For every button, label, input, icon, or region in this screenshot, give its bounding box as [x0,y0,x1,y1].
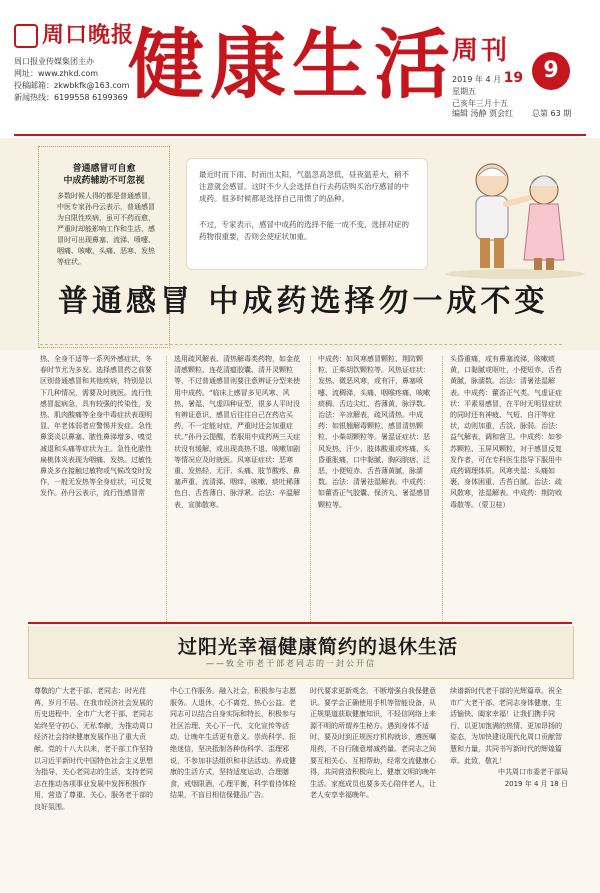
issue-day: 19 [503,70,524,86]
sidebar-title-line: 普通感冒可自愈 [72,164,136,174]
weekly-label: 周刊 [452,36,511,66]
letter-text: 尊敬的广大老干部、老同志：时光荏苒，岁月不居。在我市经济社会发展的历史进程中，全市广大老干部、老同志始终坚守初心、无私奉献，为推动周口经济社会持续健康发展作出了重大贡献。党的十八大以来，老干部工作坚持以习近平新时代中国特色社会主义思想为指导，关心老同志的生活，支持老同志在推动各项事业发展中发挥积极作用，营造了尊重、关心、服务老干部的良好氛围。 [34,687,153,811]
masthead-divider [14,134,586,136]
info-line: 网址：www.zhkd.com [14,69,99,78]
sidebar-title [59,163,149,187]
section-title: 健康生活 [128,20,456,109]
column-text: 热、全身不适等一系列外感症状，冬春时节尤为多发。选择感冒药之前要区别普通感冒和其他疾病，特别是以下几种情况，需要及时就医。流行性感冒起病急，具有较强的传染性，发热、肌肉酸痛等全身中毒症状表现明显，年老体弱者应警惕并发症。急性鼻窦炎以鼻塞、脓性鼻涕增多、嗅觉减退和头痛等症状为主。急性化脓性扁桃体炎表现为咽痛、发热。过敏性鼻炎多在接触过敏物或气候改变时发作，一般无发热等全身症状，可反复发作。孙丹云表示，流行性感冒常 [40,355,152,498]
column-text: 中成药：如风寒感冒颗粒、荆防颗粒、正柴胡饮颗粒等。风热证症状：发热、微恶风寒，或有汗，鼻塞喷嚏、流稠涕，头痛、咽喉疼痛、咳嗽痰稠、舌边尖红、苔薄黄，脉浮数。治法：辛凉解表，疏风清热。中成药：如银翘解毒颗粒、感冒清热颗粒、小柴胡颗粒等。暑湿证症状：恶风发热，汗少、肢体酸重或疼痛、头昏重胀痛，口中黏腻、胸闷脘痞、泛恶，小便短赤、舌苔薄黄腻，脉濡数。治法：清暑祛湿解表。中成药：如藿香正气胶囊、保济丸、暑湿感冒颗粒等。 [318,355,430,509]
letter-column-4 [450,686,568,790]
article-column-3 [318,354,436,511]
headline-divider [40,344,562,345]
article-column-4 [450,354,562,511]
sidebar-title-line: 中成药辅助不可忽视 [63,176,145,186]
lower-article-rule [28,622,572,624]
letter-column-1 [34,686,158,814]
letter-text: 时代要求更新观念，不断增强自我保健意识。要学会正确使用手机等智能设备，从正规渠道获取健康知识，不轻信网络上来源不明的所谓养生秘方。遇到身体不适时，要及时到正规医疗机构就诊，遵医嘱用药，不自行随意增减药量。老同志之间要互相关心、互相帮助，经常交流健康心得，共同营造积极向上、健康文明的晚年生活。家庭成员也要多关心陪伴老人，让老人安享幸福晚年。 [310,687,436,800]
intro-paragraph: 最近时而下雨、时而出太阳，气温忽高忽低，昼夜温差大，稍不注意就会感冒。这时不少人会选择自行去药店购买治疗感冒的中成药。很多时候都是选择自己用惯了的品种。 [199,170,409,203]
info-line: 新闻热线：6199558 6199369 [14,93,128,102]
logo-text: 周口晚报 [42,22,135,48]
article-column-2 [174,354,302,511]
date-block [452,72,523,110]
info-line: 周口报业传媒集团主办 [14,57,94,66]
lunar-date: 己亥年三月十五 [452,99,508,108]
logo-mark-icon [14,24,38,48]
column-text: 选用疏风解表、清热解毒类药物，如金花清感颗粒、连花清瘟胶囊、清开灵颗粒等，不过普通感冒则要注意辨证分型来使用中成药。“临床上感冒多见风寒、风热、暑湿、气虚四种证型，很多人平时没有辨证意识，感冒后往往自己在药店买药，不一定能对症，严重时还会加重症状。”孙丹云提醒，若服用中成药两三天症状没有缓解，或出现高热不退、咳嗽加剧等情况应及时就医。风寒证症状：恶寒重、发热轻、无汗、头痛、肢节酸疼、鼻塞声重、流清涕、咽痒、咳嗽、痰吐稀薄色白、舌苔薄白、脉浮紧。治法：辛温解表，宣肺散寒。 [174,355,301,509]
letter-text: 续谱新时代老干部的光辉篇章。祝全市广大老干部、老同志身体健康、生活愉快、阖家幸福！让我们携手同行，以更加饱满的热情、更加昂扬的姿态，为加快建设现代化周口贡献智慧和力量，共同书写新时代的辉煌篇章。此致，敬礼！ [450,687,562,765]
editors-line: 编辑 汤静 贾会红 [452,109,514,118]
intro-paragraph: 不过，专家表示，感冒中成药的选择不能一成不变，选择对症的药物很重要，否则会使症状加重。 [199,220,409,241]
issue-date: 2019 年 4 月 [452,75,502,84]
newspaper-logo [14,18,134,49]
letter-signature: 中共周口市委老干部局 [498,768,568,777]
letter-column-3 [310,686,438,802]
column-divider [310,356,311,624]
issue-weekday: 星期五 [452,87,476,96]
letter-column-2 [170,686,298,802]
issue-total: 总第 63 期 [532,109,572,118]
column-divider [166,356,167,624]
sidebar-body: 多数时候人得的都是普通感冒，中医专家孙丹云表示，普通感冒为自限性疾病，虽可不药而愈，严重时却能影响工作和生活，感冒时可出现鼻塞、流涕、喷嚏、咽痛、咳嗽、头痛、恶寒、发热等症状。 [57,192,155,266]
intro-box [186,158,428,270]
column-divider [442,356,443,624]
letter-text: 中心工作服务。融入社会，积极参与志愿服务。人退休，心不离党，热心公益。老同志可以结合自身实际和特长，积极参与社区治理、关心下一代、文化宣传等活动，让晚年生活更有意义。崇尚科学、拒绝迷信，坚决抵制各种伪科学、歪理邪说，不参加非法组织和非法活动。养成健康的生活方式，坚持适度运动，合理膳食，戒烟限酒，心理平衡，科学看待体检结果，不盲目相信保健品广告。 [170,687,296,800]
lower-article-subtitle: ——致全市老干部老同志的一封公开信 [206,659,376,668]
info-line: 投稿邮箱：zkwbkfk@163.com [14,81,130,90]
masthead-info [14,56,129,104]
page-number-badge: 9 [532,52,570,90]
lower-article-title: 过阳光幸福健康简约的退休生活 [178,636,459,658]
main-headline: 普通感冒 中成药选择勿一成不变 [58,284,549,319]
elderly-couple-illustration [440,150,590,280]
letter-date: 2019 年 4 月 18 日 [504,779,568,788]
article-column-1 [40,354,158,500]
column-text: 头昏重痛，或有鼻塞流涕，咳嗽痰黄，口黏腻或呕吐，小便短赤，舌苔黄腻，脉濡数。治法：清暑祛湿解表。中成药：藿香正气类。气虚证症状：平素易感冒，在平时无明显症状的同时还有神疲、气短、自汗等症状，动则加重，舌淡、脉弱。治法：益气解表，调和营卫。中成药：如参苏颗粒、玉屏风颗粒，对于感冒反复发作者，可在专科医生指导下服用中成药调理体质。风寒夹湿：头痛如裹、身体困重、舌苔白腻。治法：疏风散寒，祛湿解表。中成药：荆防败毒散等。（蒙卫桂） [450,355,562,509]
